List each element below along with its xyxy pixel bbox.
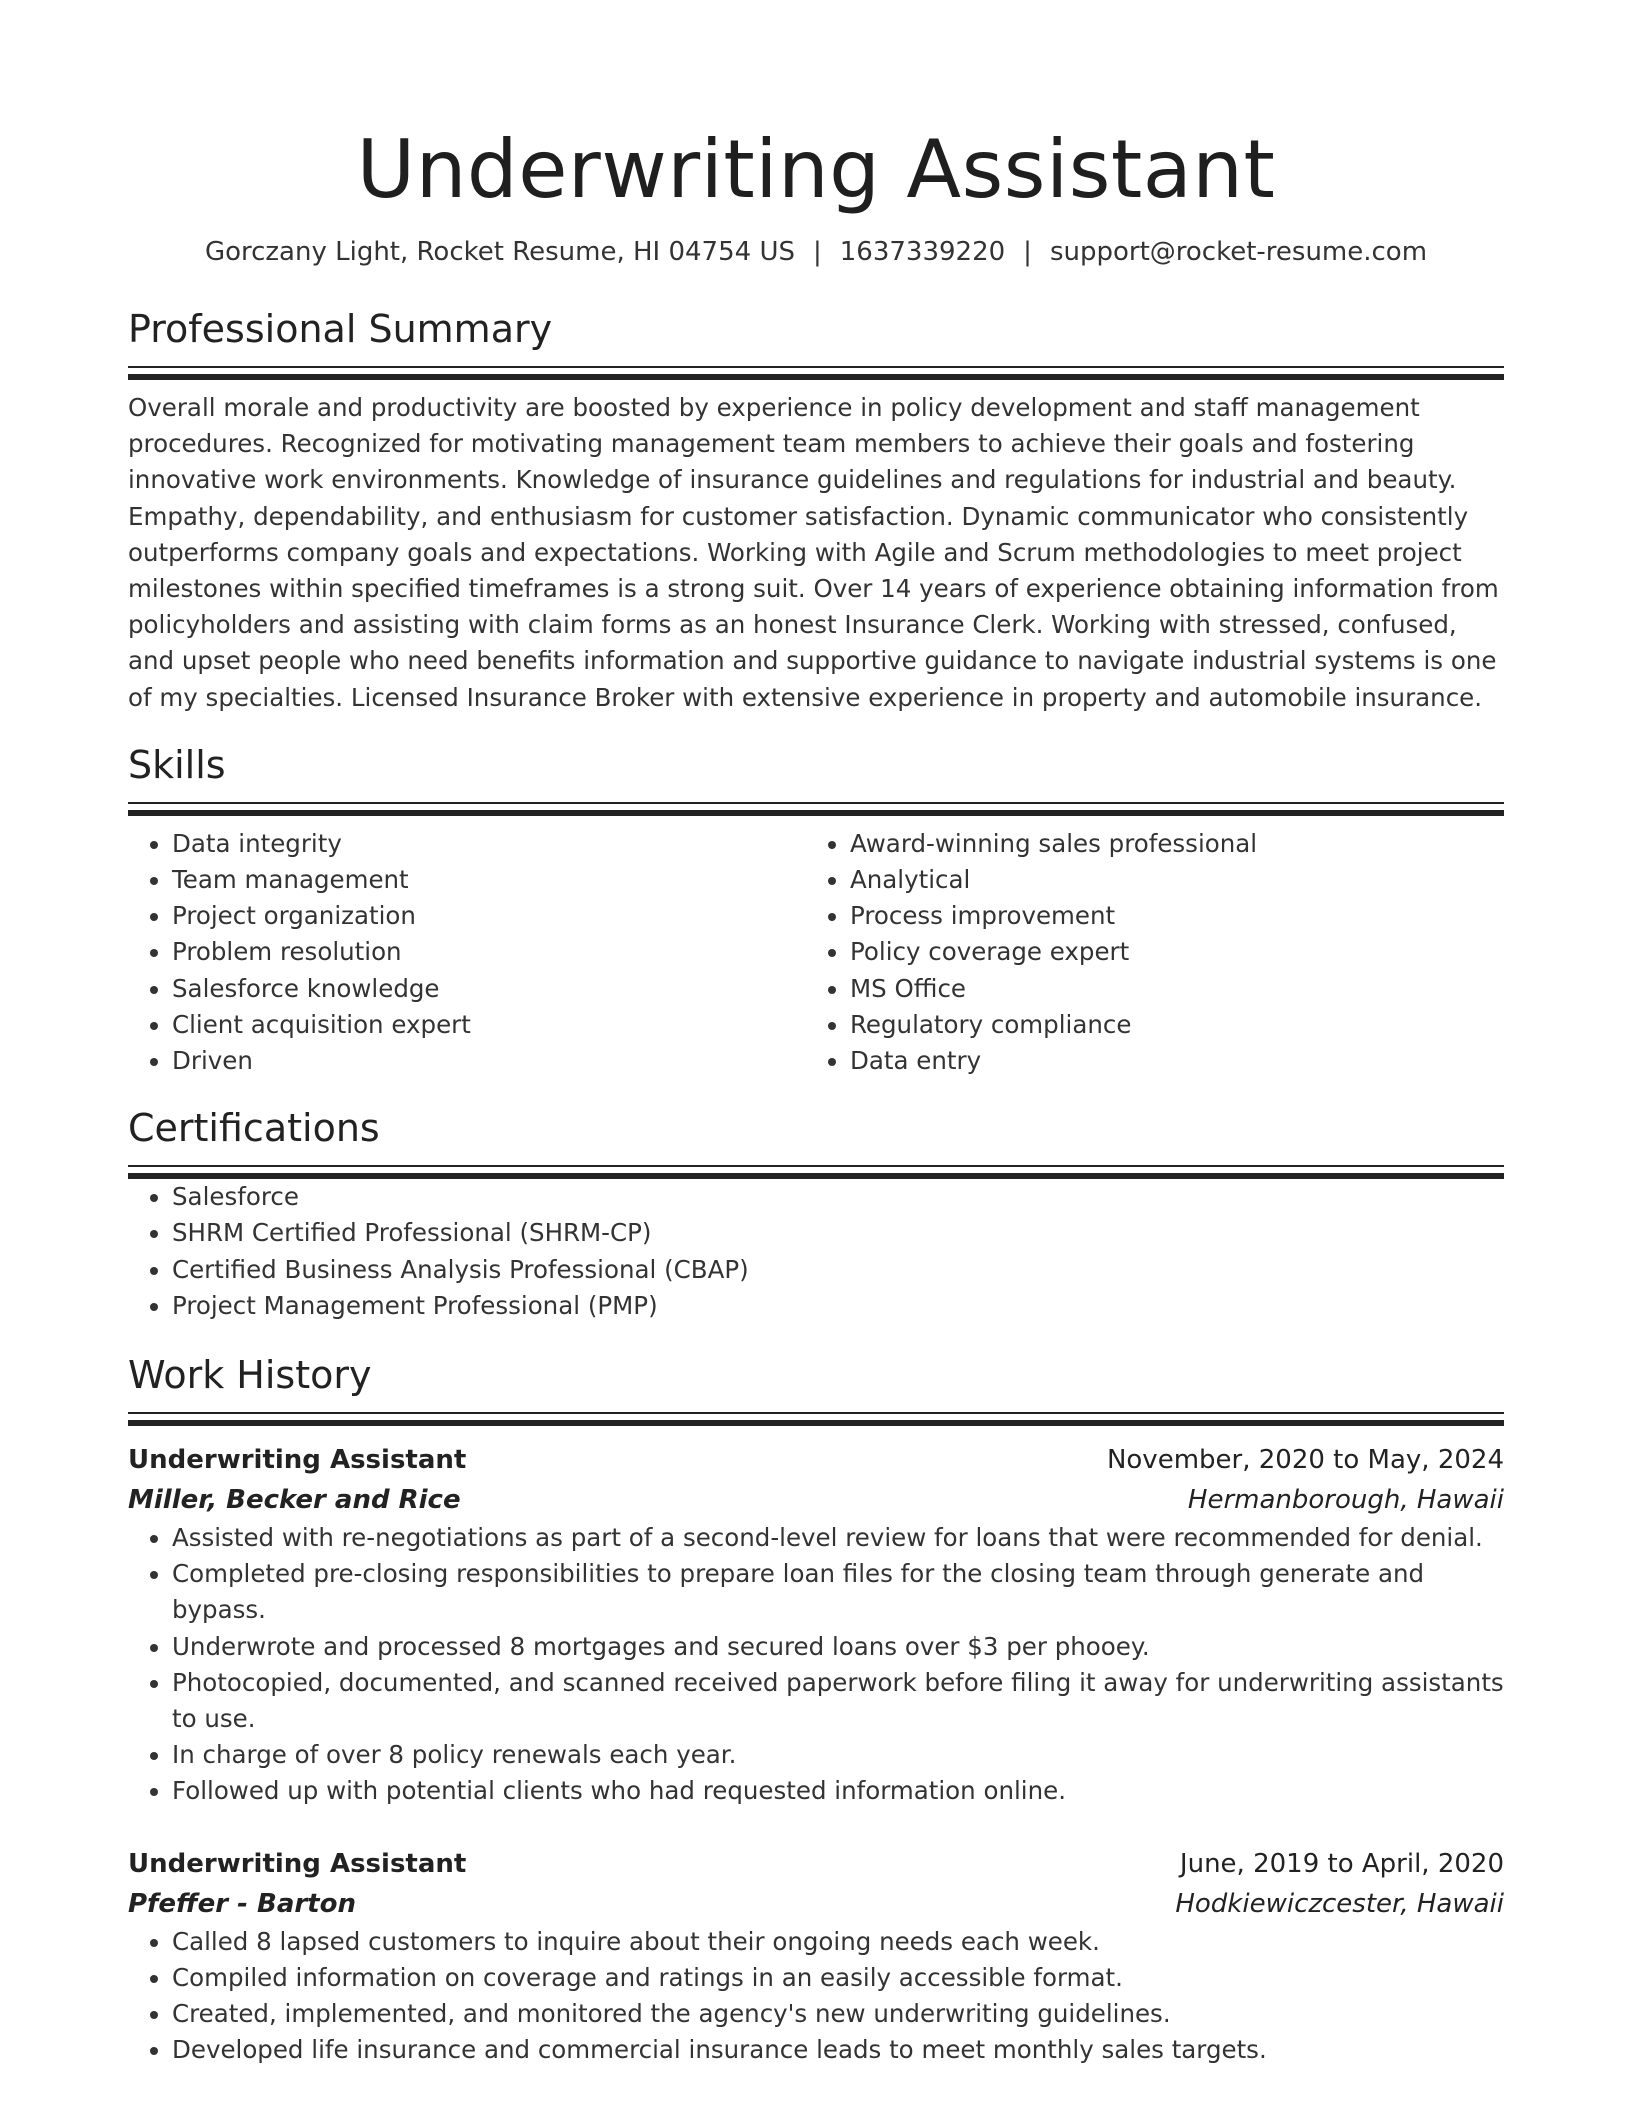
job-entry bbox=[128, 1440, 1504, 1810]
skills-column-right bbox=[806, 826, 1484, 1079]
job-dates: November, 2020 to May, 2024 bbox=[1106, 1445, 1504, 1476]
job-company: Miller, Becker and Rice bbox=[128, 1485, 461, 1516]
job-bullet: • Developed life insurance and commercial insurance leads to meet monthly sales targets. bbox=[172, 2032, 1504, 2068]
job-bullets bbox=[128, 1520, 1504, 1810]
skill-item: • Process improvement bbox=[850, 898, 1484, 934]
certification-item: • Certified Business Analysis Professional (CBAP) bbox=[172, 1252, 1504, 1288]
skill-item: • Client acquisition expert bbox=[172, 1007, 806, 1043]
job-bullet: • Compiled information on coverage and ratings in an easily accessible format. bbox=[172, 1960, 1504, 1996]
skills-list-left bbox=[128, 826, 806, 1079]
job-bullets bbox=[128, 1924, 1504, 2069]
contact-email: support@rocket-resume.com bbox=[1049, 237, 1428, 267]
certification-item: • Salesforce bbox=[172, 1179, 1504, 1215]
skill-item: • Salesforce knowledge bbox=[172, 971, 806, 1007]
skill-item: • Regulatory compliance bbox=[850, 1007, 1484, 1043]
contact-phone: 1637339220 bbox=[839, 237, 1006, 267]
job-header-row bbox=[128, 1844, 1504, 1884]
skill-item: • MS Office bbox=[850, 971, 1484, 1007]
skill-item: • Team management bbox=[172, 862, 806, 898]
job-entry bbox=[128, 1844, 1504, 2069]
certification-item: • SHRM Certified Professional (SHRM-CP) bbox=[172, 1215, 1504, 1251]
job-bullet: • Completed pre-closing responsibilities to prepare loan files for the closing team through generate and bypass. bbox=[172, 1556, 1504, 1628]
work-history-section bbox=[128, 1350, 1504, 2068]
job-header-row bbox=[128, 1440, 1504, 1480]
job-bullet: • Assisted with re-negotiations as part of a second-level review for loans that were recommended for denial. bbox=[172, 1520, 1504, 1556]
resume-page bbox=[128, 0, 1504, 2069]
skills-list-right bbox=[806, 826, 1484, 1079]
job-bullet: • Followed up with potential clients who had requested information online. bbox=[172, 1773, 1504, 1809]
job-dates: June, 2019 to April, 2020 bbox=[1179, 1848, 1504, 1879]
job-bullet: • In charge of over 8 policy renewals each year. bbox=[172, 1737, 1504, 1773]
certification-item: • Project Management Professional (PMP) bbox=[172, 1288, 1504, 1324]
section-title-professional-summary: Professional Summary bbox=[128, 307, 553, 351]
section-divider bbox=[128, 1412, 1504, 1426]
job-company: Pfeffer - Barton bbox=[128, 1888, 356, 1919]
job-bullet: • Created, implemented, and monitored the agency's new underwriting guidelines. bbox=[172, 1996, 1504, 2032]
job-bullet: • Underwrote and processed 8 mortgages and secured loans over $3 per phooey. bbox=[172, 1629, 1504, 1665]
section-divider bbox=[128, 802, 1504, 816]
contact-separator: | bbox=[1023, 237, 1032, 267]
contact-line bbox=[128, 234, 1504, 270]
contact-address: Gorczany Light, Rocket Resume, HI 04754 US bbox=[204, 237, 795, 267]
section-title-skills: Skills bbox=[128, 742, 226, 787]
section-title-certifications: Certifications bbox=[128, 1106, 380, 1151]
skill-item: • Analytical bbox=[850, 862, 1484, 898]
certifications-list bbox=[128, 1179, 1504, 1324]
job-subheader-row bbox=[128, 1884, 1504, 1924]
job-bullet: • Photocopied, documented, and scanned received paperwork before filing it away for underwriting assistants to use. bbox=[172, 1665, 1504, 1737]
skills-column-left bbox=[128, 826, 806, 1079]
job-location: Hermanborough, Hawaii bbox=[1187, 1485, 1504, 1516]
skill-item: • Award-winning sales professional bbox=[850, 826, 1484, 862]
skill-item: • Problem resolution bbox=[172, 934, 806, 970]
certifications-section bbox=[128, 1103, 1504, 1324]
job-title: Underwriting Assistant bbox=[128, 1445, 467, 1476]
skills-grid bbox=[128, 826, 1504, 1079]
skill-item: • Data integrity bbox=[172, 826, 806, 862]
section-divider bbox=[128, 1165, 1504, 1179]
professional-summary-section bbox=[128, 304, 1504, 716]
summary-text: Overall morale and productivity are boosted by experience in policy development and staff management procedures. Recognized for motivating management team members to achieve their goals and fostering innovative work environments. Knowledge of insurance guidelines and regulations for industrial and beauty. Empathy, dependability, and enthusiasm for customer satisfaction. Dynamic communicator who consistently outperforms company goals and expectations. Working with Agile and Scrum methodologies to meet project milestones within specified timeframes is a strong suit. Over 14 years of experience obtaining information from policyholders and assisting with claim forms as an honest Insurance Clerk. Working with stressed, confused, and upset people who need benefits information and supportive guidance to navigate industrial systems is one of my specialties. Licensed Insurance Broker with extensive experience in property and automobile insurance. bbox=[128, 393, 1499, 712]
skill-item: • Driven bbox=[172, 1043, 806, 1079]
skill-item: • Project organization bbox=[172, 898, 806, 934]
section-title-work-history: Work History bbox=[128, 1353, 372, 1398]
skill-item: • Policy coverage expert bbox=[850, 934, 1484, 970]
skills-section bbox=[128, 740, 1504, 1079]
skill-item: • Data entry bbox=[850, 1043, 1484, 1079]
job-location: Hodkiewiczcester, Hawaii bbox=[1175, 1888, 1504, 1919]
job-subheader-row bbox=[128, 1480, 1504, 1520]
job-title: Underwriting Assistant bbox=[128, 1848, 467, 1879]
job-bullet: • Called 8 lapsed customers to inquire about their ongoing needs each week. bbox=[172, 1924, 1504, 1960]
section-divider bbox=[128, 366, 1504, 380]
resume-name: Underwriting Assistant bbox=[356, 123, 1276, 216]
contact-separator: | bbox=[812, 237, 822, 267]
